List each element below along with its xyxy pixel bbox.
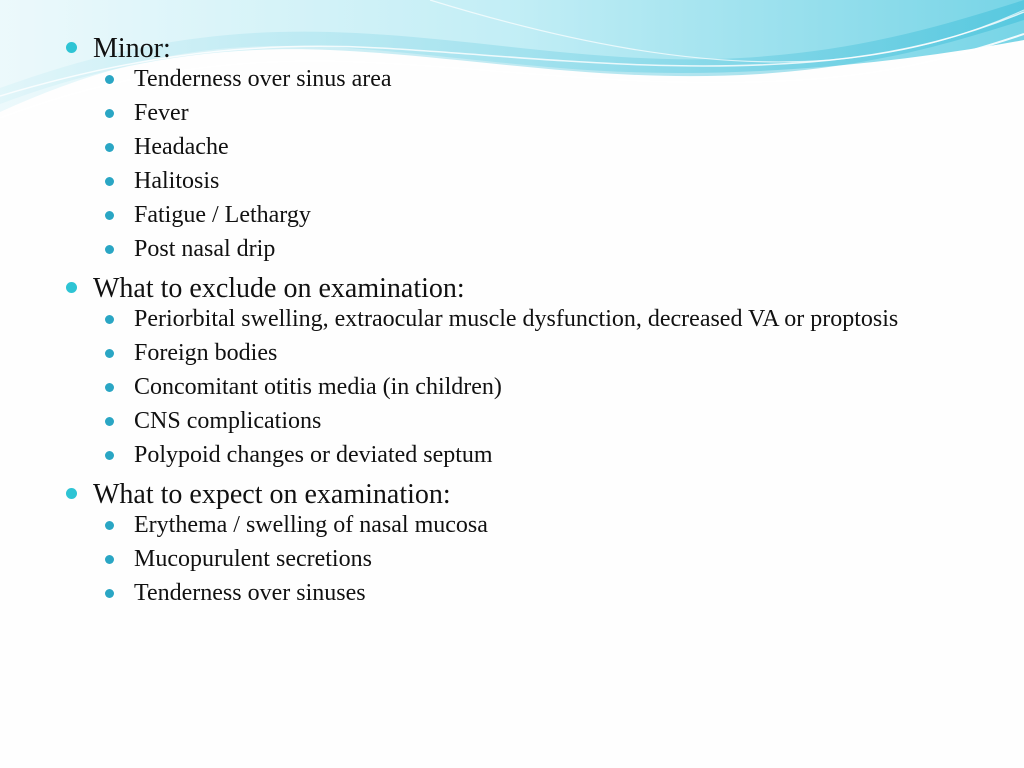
sub-bullet-list bbox=[93, 512, 962, 614]
sub-bullet-item bbox=[93, 546, 964, 580]
sub-bullet-text: Foreign bodies bbox=[134, 340, 278, 366]
sub-bullet-item bbox=[93, 340, 964, 374]
sub-bullet-dot-icon bbox=[105, 245, 114, 254]
sub-bullet-text: Concomitant otitis media (in children) bbox=[134, 374, 502, 400]
sub-bullet-dot-icon bbox=[105, 521, 114, 530]
sub-bullet-dot-icon bbox=[105, 109, 114, 118]
sub-bullet-item bbox=[93, 202, 964, 236]
sub-bullet-dot-icon bbox=[105, 177, 114, 186]
sub-bullet-text: Halitosis bbox=[134, 168, 220, 194]
bullet-item bbox=[62, 32, 962, 270]
sub-bullet-text: Periorbital swelling, extraocular muscle dysfunction, decreased VA or proptosis bbox=[134, 306, 899, 332]
sub-bullet-item bbox=[93, 408, 964, 442]
sub-bullet-dot-icon bbox=[105, 211, 114, 220]
sub-bullet-dot-icon bbox=[105, 349, 114, 358]
sub-bullet-item bbox=[93, 134, 964, 168]
sub-bullet-item bbox=[93, 512, 964, 546]
sub-bullet-text: Headache bbox=[134, 134, 229, 160]
sub-bullet-item bbox=[93, 100, 964, 134]
bullet-dot-icon bbox=[66, 488, 77, 499]
sub-bullet-item bbox=[93, 168, 964, 202]
sub-bullet-dot-icon bbox=[105, 589, 114, 598]
bullet-item bbox=[62, 272, 962, 476]
sub-bullet-dot-icon bbox=[105, 383, 114, 392]
sub-bullet-dot-icon bbox=[105, 143, 114, 152]
bullet-heading: What to exclude on examination: bbox=[93, 273, 465, 304]
sub-bullet-item bbox=[93, 442, 964, 476]
bullet-heading: Minor: bbox=[93, 33, 171, 64]
sub-bullet-item bbox=[93, 236, 964, 270]
sub-bullet-list bbox=[93, 306, 962, 476]
sub-bullet-item bbox=[93, 580, 964, 614]
bullet-item bbox=[62, 478, 962, 614]
bullet-heading: What to expect on examination: bbox=[93, 479, 451, 510]
sub-bullet-dot-icon bbox=[105, 75, 114, 84]
sub-bullet-dot-icon bbox=[105, 417, 114, 426]
sub-bullet-dot-icon bbox=[105, 315, 114, 324]
sub-bullet-dot-icon bbox=[105, 451, 114, 460]
sub-bullet-text: Fever bbox=[134, 100, 189, 126]
sub-bullet-text: Fatigue / Lethargy bbox=[134, 202, 311, 228]
sub-bullet-text: Tenderness over sinuses bbox=[134, 580, 366, 606]
sub-bullet-list bbox=[93, 66, 962, 270]
sub-bullet-text: Erythema / swelling of nasal mucosa bbox=[134, 512, 488, 538]
sub-bullet-item bbox=[93, 374, 964, 408]
sub-bullet-text: Polypoid changes or deviated septum bbox=[134, 442, 493, 468]
sub-bullet-dot-icon bbox=[105, 555, 114, 564]
sub-bullet-text: Mucopurulent secretions bbox=[134, 546, 372, 572]
bullet-list bbox=[62, 32, 962, 614]
bullet-dot-icon bbox=[66, 282, 77, 293]
sub-bullet-item bbox=[93, 66, 964, 100]
sub-bullet-text: CNS complications bbox=[134, 408, 322, 434]
sub-bullet-text: Tenderness over sinus area bbox=[134, 66, 392, 92]
sub-bullet-text: Post nasal drip bbox=[134, 236, 276, 262]
slide-content bbox=[62, 32, 962, 616]
sub-bullet-item bbox=[93, 306, 964, 340]
bullet-dot-icon bbox=[66, 42, 77, 53]
